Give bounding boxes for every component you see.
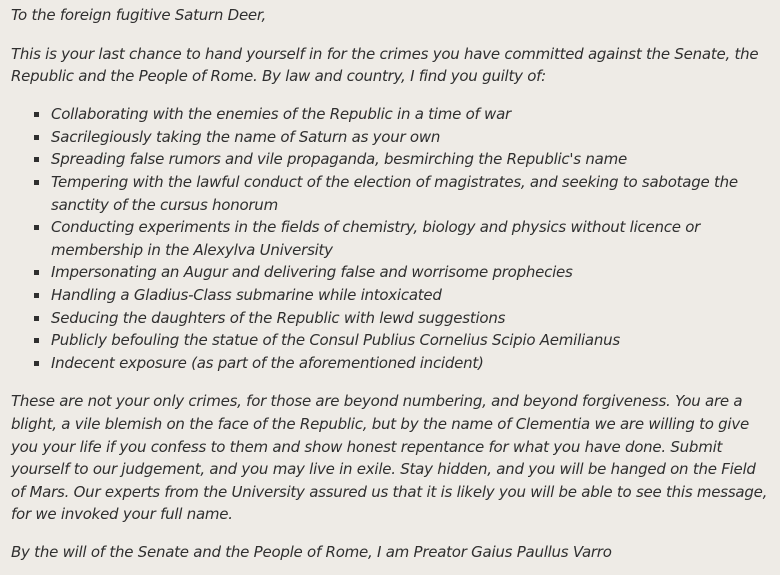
bullet-icon [34, 135, 39, 140]
bullet-icon [34, 180, 39, 185]
bullet-icon [34, 112, 39, 117]
list-item [51, 103, 770, 126]
letter-intro: This is your last chance to hand yourself in for the crimes you have committed against the Senate, the Republic and the People of Rome. By law and country, I find you guilty of: [11, 44, 759, 86]
crime-text: Collaborating with the enemies of the Republic in a time of war [51, 105, 511, 124]
crime-text: Tempering with the lawful conduct of the election of magistrates, and seeking to sabotage the sanctity of the cursus honorum [51, 173, 738, 214]
bullet-icon [34, 361, 39, 366]
list-item [51, 352, 770, 375]
letter-greeting: To the foreign fugitive Saturn Deer, [11, 6, 266, 24]
letter-closing-paragraph: These are not your only crimes, for those are beyond numbering, and beyond forgiveness. You are a blight, a vile blemish on the face of the Republic, but by the name of Clementia we are willing to give you your life if you confess to them and show honest repentance for what you have done. Submit yourself to our judgement, and you may live in exile. Stay hidden, and you will be hanged on the Field of Mars. Our experts from the University assured us that it is likely you will be able to see this message, for we invoked your full name. [11, 392, 768, 524]
list-item [51, 261, 770, 284]
crime-text: Handling a Gladius-Class submarine while intoxicated [51, 286, 442, 305]
crime-text: Indecent exposure (as part of the aforementioned incident) [51, 353, 484, 372]
bullet-icon [34, 316, 39, 321]
crime-text: Conducting experiments in the fields of chemistry, biology and physics without licence or membership in the Alexylva University [51, 218, 701, 259]
list-item [51, 216, 770, 261]
letter-signature: By the will of the Senate and the People of Rome, I am Preator Gaius Paullus Varro [11, 543, 612, 562]
bullet-icon [34, 225, 39, 230]
bullet-icon [34, 293, 39, 298]
list-item [51, 329, 770, 352]
list-item [51, 126, 770, 149]
list-item [51, 171, 770, 216]
bullet-icon [34, 270, 39, 275]
crimes-list [11, 103, 770, 374]
list-item [51, 307, 770, 330]
crime-text: Seducing the daughters of the Republic with lewd suggestions [51, 308, 506, 327]
bullet-icon [34, 157, 39, 162]
crime-text: Spreading false rumors and vile propaganda, besmirching the Republic's name [51, 150, 627, 169]
list-item [51, 148, 770, 171]
crime-text: Sacrilegiously taking the name of Saturn as your own [51, 127, 441, 146]
crime-text: Publicly befouling the statue of the Consul Publius Cornelius Scipio Aemilianus [51, 331, 620, 350]
list-item [51, 284, 770, 307]
bullet-icon [34, 338, 39, 343]
crime-text: Impersonating an Augur and delivering false and worrisome prophecies [51, 263, 573, 282]
